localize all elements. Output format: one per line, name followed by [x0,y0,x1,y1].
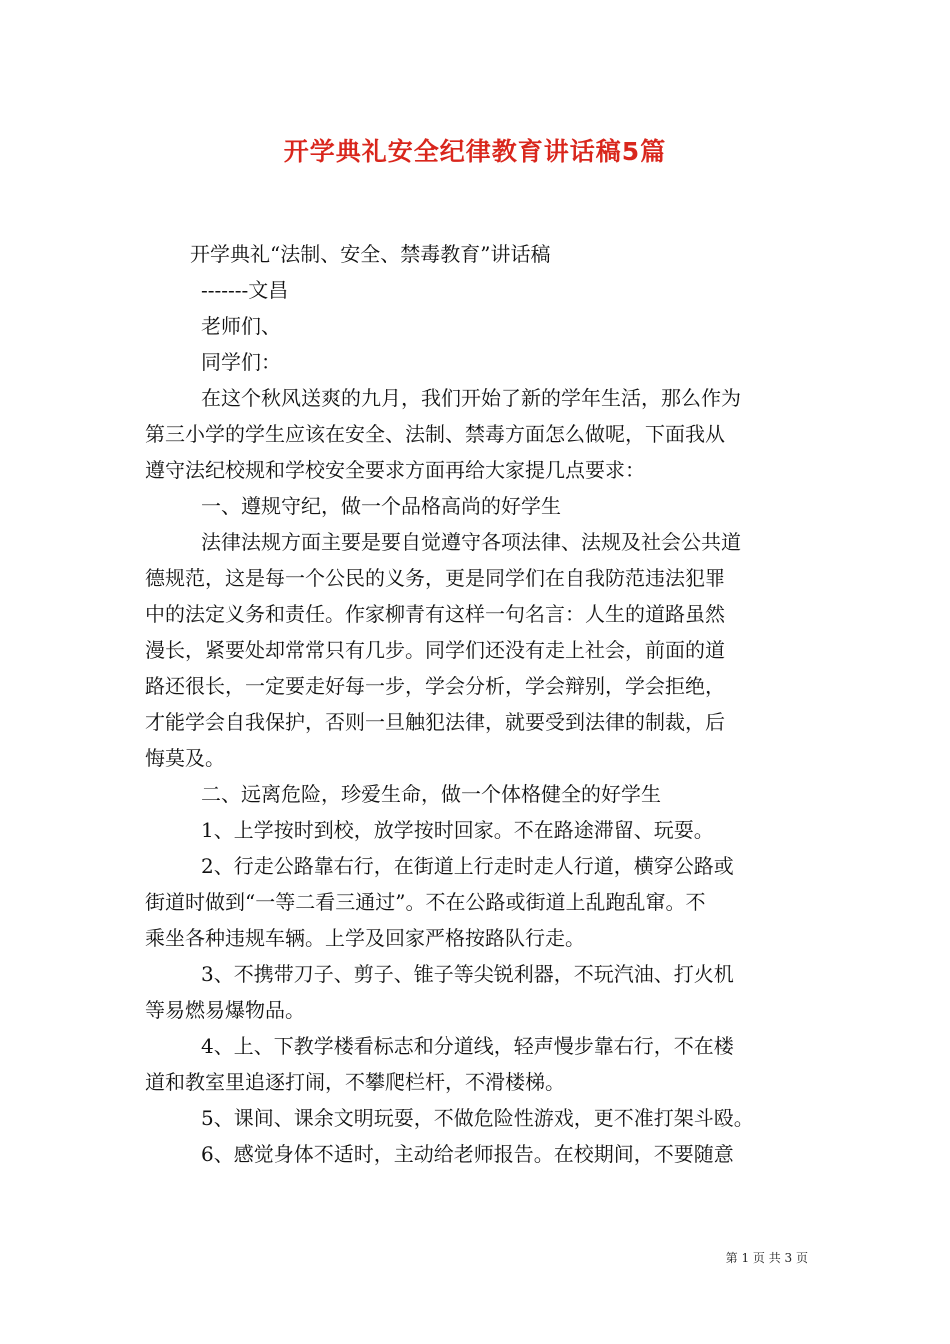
document-body [145,236,810,1172]
list-item-continuation: 道和教室里追逐打闹，不攀爬栏杆，不滑楼梯。 [145,1070,565,1094]
paragraph-line: 中的法定义务和责任。作家柳青有这样一句名言：人生的道路虽然 [145,602,725,626]
list-item: 6、感觉身体不适时，主动给老师报告。在校期间，不要随意 [201,1142,734,1166]
paragraph-line: 漫长，紧要处却常常只有几步。同学们还没有走上社会，前面的道 [145,638,725,662]
list-item: 4、上、下教学楼看标志和分道线，轻声慢步靠右行，不在楼 [201,1034,734,1058]
salutation-teachers: 老师们、 [201,314,281,338]
paragraph-line: 悔莫及。 [145,746,225,770]
paragraph-line: 路还很长，一定要走好每一步，学会分析，学会辩别，学会拒绝， [145,674,725,698]
paragraph-line: 遵守法纪校规和学校安全要求方面再给大家提几点要求： [145,458,645,482]
paragraph-line: 在这个秋风送爽的九月，我们开始了新的学年生活，那么作为 [201,386,741,410]
page-number: 第 1 页 共 3 页 [725,1251,808,1265]
list-item-continuation: 街道时做到“一等二看三通过”。不在公路或街道上乱跑乱窜。不 [145,890,706,914]
paragraph-line: 第三小学的学生应该在安全、法制、禁毒方面怎么做呢，下面我从 [145,422,725,446]
list-item: 3、不携带刀子、剪子、锥子等尖锐利器，不玩汽油、打火机 [201,962,734,986]
paragraph-line: 法律法规方面主要是要自觉遵守各项法律、法规及社会公共道 [201,530,741,554]
section-heading-1: 一、遵规守纪，做一个品格高尚的好学生 [201,494,561,518]
speech-title-line: 开学典礼“法制、安全、禁毒教育”讲话稿 [190,242,551,266]
list-item-continuation: 等易燃易爆物品。 [145,998,305,1022]
list-item: 5、课间、课余文明玩耍，不做危险性游戏，更不准打架斗殴。 [201,1106,754,1130]
list-item-continuation: 乘坐各种违规车辆。上学及回家严格按路队行走。 [145,926,585,950]
salutation-students: 同学们： [201,350,281,374]
paragraph-line: 才能学会自我保护，否则一旦触犯法律，就要受到法律的制裁，后 [145,710,725,734]
list-item: 1、上学按时到校，放学按时回家。不在路途滞留、玩耍。 [201,818,714,842]
author-line: -------文昌 [201,278,289,302]
paragraph-line: 德规范，这是每一个公民的义务，更是同学们在自我防范违法犯罪 [145,566,725,590]
section-heading-2: 二、远离危险，珍爱生命，做一个体格健全的好学生 [201,782,661,806]
document-title: 开学典礼安全纪律教育讲话稿5篇 [283,137,667,166]
list-item: 2、行走公路靠右行，在街道上行走时走人行道，横穿公路或 [201,854,734,878]
